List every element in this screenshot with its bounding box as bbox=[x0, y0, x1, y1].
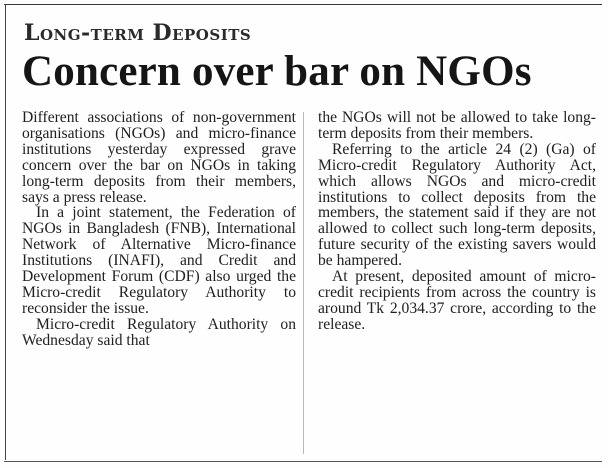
left-border-rule bbox=[5, 4, 6, 460]
body-paragraph: Referring to the article 24 (2) (Ga) of Micro-credit Regulatory Authority Act, which allows NGOs and micro-credit institutions to collect deposits from the members, the statement said if they are not allowed to collect such long-term deposits, future security of the existing savers would be hampered. bbox=[318, 140, 596, 270]
right-column bbox=[318, 110, 596, 333]
top-border-rule bbox=[4, 4, 602, 5]
article-body bbox=[22, 110, 598, 455]
article-kicker: Long-term Deposits bbox=[24, 20, 252, 46]
body-paragraph: Different associations of non-government organisations (NGOs) and micro-finance institutions yesterday expressed grave concern over the bar on NGOs in taking long-term deposits from their members, says a press release. bbox=[22, 109, 296, 206]
article-headline: Concern over bar on NGOs bbox=[22, 48, 532, 95]
bottom-border-rule bbox=[4, 461, 602, 462]
body-paragraph: Micro-credit Regulatory Authority on Wednesday said that bbox=[22, 315, 296, 349]
body-paragraph: In a joint statement, the Federation of NGOs in Bangladesh (FNB), International Network of Alternative Micro-finance Institutions (INAFI), and Credit and Development Forum (CDF) also urged the Micro-credit Regulatory Authority to reconsider the issue. bbox=[22, 204, 296, 317]
body-paragraph: the NGOs will not be allowed to take long-term deposits from their members. bbox=[318, 109, 596, 142]
left-column bbox=[22, 110, 296, 349]
body-paragraph: At present, deposited amount of micro-credit recipients from across the country is around Tk 2,034.37 crore, according to the release. bbox=[318, 268, 596, 333]
